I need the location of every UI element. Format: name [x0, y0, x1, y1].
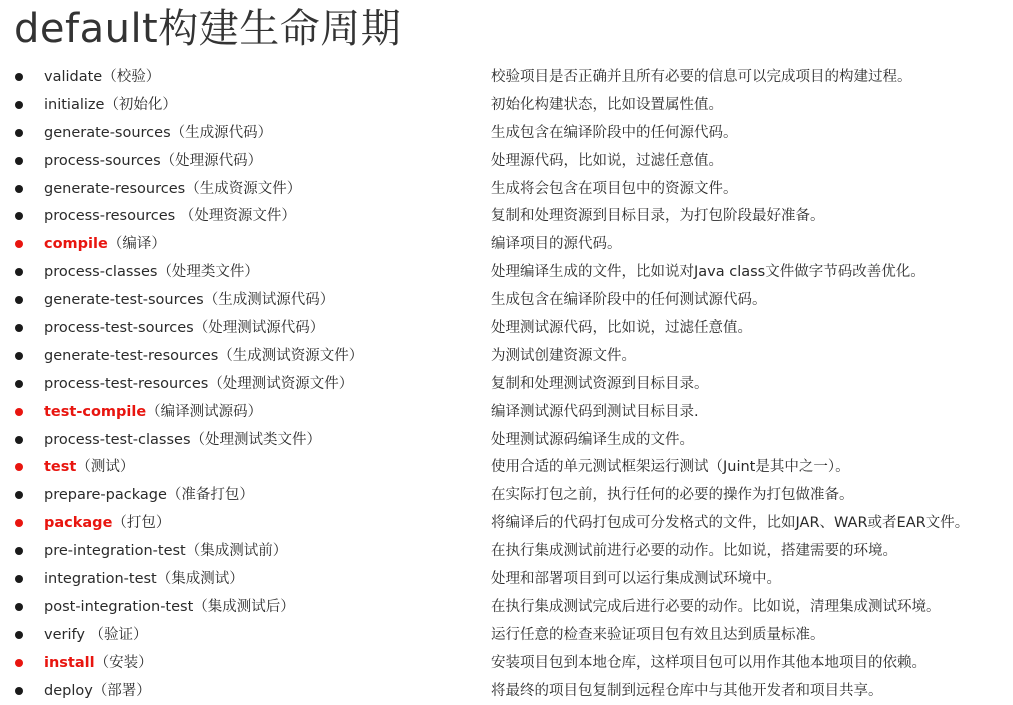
- phase-chinese-name: （处理类文件）: [157, 264, 259, 281]
- bullet-dot-icon: [15, 380, 23, 388]
- phase-chinese-name: （编译）: [107, 236, 166, 253]
- phase-row: [0, 147, 1013, 175]
- phase-name: package: [44, 515, 113, 532]
- phase-chinese-name: （生成测试源代码）: [203, 292, 335, 309]
- phase-description: 处理和部署项目到可以运行集成测试环境中。: [491, 571, 781, 588]
- phase-description: 复制和处理测试资源到目标目录。: [491, 375, 709, 392]
- phase-description: 安装项目包到本地仓库，这样项目包可以用作其他本地项目的依赖。: [491, 654, 926, 671]
- phase-name: generate-test-sources: [44, 292, 204, 309]
- phase-name: integration-test: [44, 571, 157, 588]
- phase-name: generate-sources: [44, 124, 171, 141]
- phase-name: prepare-package: [44, 487, 167, 504]
- phase-description: 运行任意的检查来验证项目包有效且达到质量标准。: [491, 626, 825, 643]
- bullet-dot-icon: [15, 631, 23, 639]
- phase-name: deploy: [44, 682, 93, 699]
- phase-description: 将编译后的代码打包成可分发格式的文件，比如JAR、WAR或者EAR文件。: [491, 515, 970, 532]
- phase-chinese-name: （处理测试源代码）: [193, 320, 325, 337]
- phase-row: [0, 481, 1013, 509]
- phase-description: 编译测试源代码到测试目标目录.: [491, 403, 699, 420]
- bullet-dot-icon: [15, 519, 23, 527]
- phase-chinese-name: （生成资源文件）: [185, 180, 302, 197]
- phase-chinese-name: （集成测试）: [156, 571, 244, 588]
- phase-description: 在实际打包之前，执行任何的必要的操作为打包做准备。: [491, 487, 854, 504]
- bullet-dot-icon: [15, 687, 23, 695]
- phase-chinese-name: （部署）: [92, 682, 151, 699]
- phase-name: test: [44, 459, 77, 476]
- bullet-dot-icon: [15, 129, 23, 137]
- phase-chinese-name: （打包）: [112, 515, 171, 532]
- phase-name: validate: [44, 69, 103, 85]
- phase-description: 生成包含在编译阶段中的任何源代码。: [491, 124, 738, 141]
- phase-description: 复制和处理资源到目标目录，为打包阶段最好准备。: [491, 208, 825, 225]
- phase-row: [0, 509, 1013, 537]
- phase-row: [0, 453, 1013, 481]
- phase-name: compile: [44, 236, 108, 253]
- bullet-dot-icon: [15, 547, 23, 555]
- bullet-dot-icon: [15, 185, 23, 193]
- phase-description: 处理测试源码编译生成的文件。: [491, 431, 694, 448]
- bullet-dot-icon: [15, 240, 23, 248]
- bullet-dot-icon: [15, 659, 23, 667]
- phase-row: [0, 175, 1013, 203]
- phase-row: [0, 426, 1013, 454]
- phase-name: verify: [44, 626, 85, 643]
- phase-chinese-name: （验证）: [84, 626, 148, 643]
- lifecycle-phase-list: [0, 63, 1013, 704]
- phase-row: [0, 370, 1013, 398]
- phase-chinese-name: （处理测试资源文件）: [208, 375, 354, 392]
- bullet-dot-icon: [15, 436, 23, 444]
- phase-chinese-name: （准备打包）: [166, 487, 254, 504]
- phase-description: 在执行集成测试完成后进行必要的动作。比如说，清理集成测试环境。: [491, 598, 941, 615]
- phase-description: 将最终的项目包复制到远程仓库中与其他开发者和项目共享。: [491, 682, 883, 699]
- phase-description: 生成包含在编译阶段中的任何测试源代码。: [491, 292, 767, 309]
- phase-description: 处理源代码，比如说，过滤任意值。: [491, 152, 723, 169]
- phase-description: 为测试创建资源文件。: [491, 347, 636, 364]
- phase-name: process-test-sources: [44, 320, 194, 337]
- phase-chinese-name: （编译测试源码）: [146, 403, 263, 420]
- phase-row: [0, 202, 1013, 230]
- bullet-dot-icon: [15, 603, 23, 611]
- phase-description: 生成将会包含在项目包中的资源文件。: [491, 180, 738, 197]
- phase-chinese-name: （测试）: [76, 459, 135, 476]
- phase-name: process-classes: [44, 264, 158, 281]
- phase-description: 编译项目的源代码。: [491, 236, 622, 253]
- bullet-dot-icon: [15, 324, 23, 332]
- phase-row: [0, 230, 1013, 258]
- bullet-dot-icon: [15, 575, 23, 583]
- phase-row: [0, 565, 1013, 593]
- phase-chinese-name: （处理源代码）: [160, 152, 263, 169]
- bullet-dot-icon: [15, 352, 23, 360]
- phase-description: 初始化构建状态，比如设置属性值。: [491, 96, 723, 113]
- phase-description: 校验项目是否正确并且所有必要的信息可以完成项目的构建过程。: [491, 69, 912, 85]
- bullet-dot-icon: [15, 408, 23, 416]
- phase-name: process-test-classes: [44, 431, 191, 448]
- phase-row: [0, 286, 1013, 314]
- phase-row: [0, 677, 1013, 705]
- phase-row: [0, 621, 1013, 649]
- phase-description: 使用合适的单元测试框架运行测试（Juint是其中之一）。: [491, 459, 850, 476]
- phase-name: generate-resources: [44, 180, 186, 197]
- bullet-dot-icon: [15, 491, 23, 499]
- phase-name: test-compile: [44, 403, 147, 420]
- bullet-dot-icon: [15, 296, 23, 304]
- phase-row: [0, 63, 1013, 91]
- phase-row: [0, 314, 1013, 342]
- phase-row: [0, 258, 1013, 286]
- phase-name: pre-integration-test: [44, 543, 186, 560]
- phase-chinese-name: （集成测试后）: [193, 598, 295, 615]
- phase-row: [0, 649, 1013, 677]
- phase-name: process-sources: [44, 152, 161, 169]
- phase-row: [0, 91, 1013, 119]
- phase-row: [0, 119, 1013, 147]
- phase-chinese-name: （安装）: [94, 654, 153, 671]
- phase-chinese-name: （处理资源文件）: [175, 208, 296, 225]
- phase-name: install: [44, 654, 95, 671]
- phase-chinese-name: （校验）: [102, 69, 161, 85]
- phase-chinese-name: （处理测试类文件）: [190, 431, 322, 448]
- phase-chinese-name: （生成源代码）: [170, 124, 273, 141]
- phase-name: process-resources: [44, 208, 176, 225]
- phase-row: [0, 398, 1013, 426]
- phase-description: 在执行集成测试前进行必要的动作。比如说，搭建需要的环境。: [491, 543, 897, 560]
- page-title: default构建生命周期: [14, 6, 402, 52]
- phase-chinese-name: （集成测试前）: [185, 543, 288, 560]
- phase-description: 处理测试源代码，比如说，过滤任意值。: [491, 320, 752, 337]
- phase-name: generate-test-resources: [44, 347, 219, 364]
- phase-name: post-integration-test: [44, 598, 194, 615]
- bullet-dot-icon: [15, 73, 23, 81]
- phase-row: [0, 342, 1013, 370]
- bullet-dot-icon: [15, 268, 23, 276]
- phase-name: process-test-resources: [44, 375, 209, 392]
- bullet-dot-icon: [15, 212, 23, 220]
- phase-chinese-name: （初始化）: [104, 96, 177, 113]
- bullet-dot-icon: [15, 463, 23, 471]
- bullet-dot-icon: [15, 101, 23, 109]
- phase-description: 处理编译生成的文件，比如说对Java class文件做字节码改善优化。: [491, 264, 925, 281]
- bullet-dot-icon: [15, 157, 23, 165]
- phase-name: initialize: [44, 96, 105, 113]
- phase-row: [0, 593, 1013, 621]
- phase-row: [0, 537, 1013, 565]
- phase-chinese-name: （生成测试资源文件）: [218, 347, 364, 364]
